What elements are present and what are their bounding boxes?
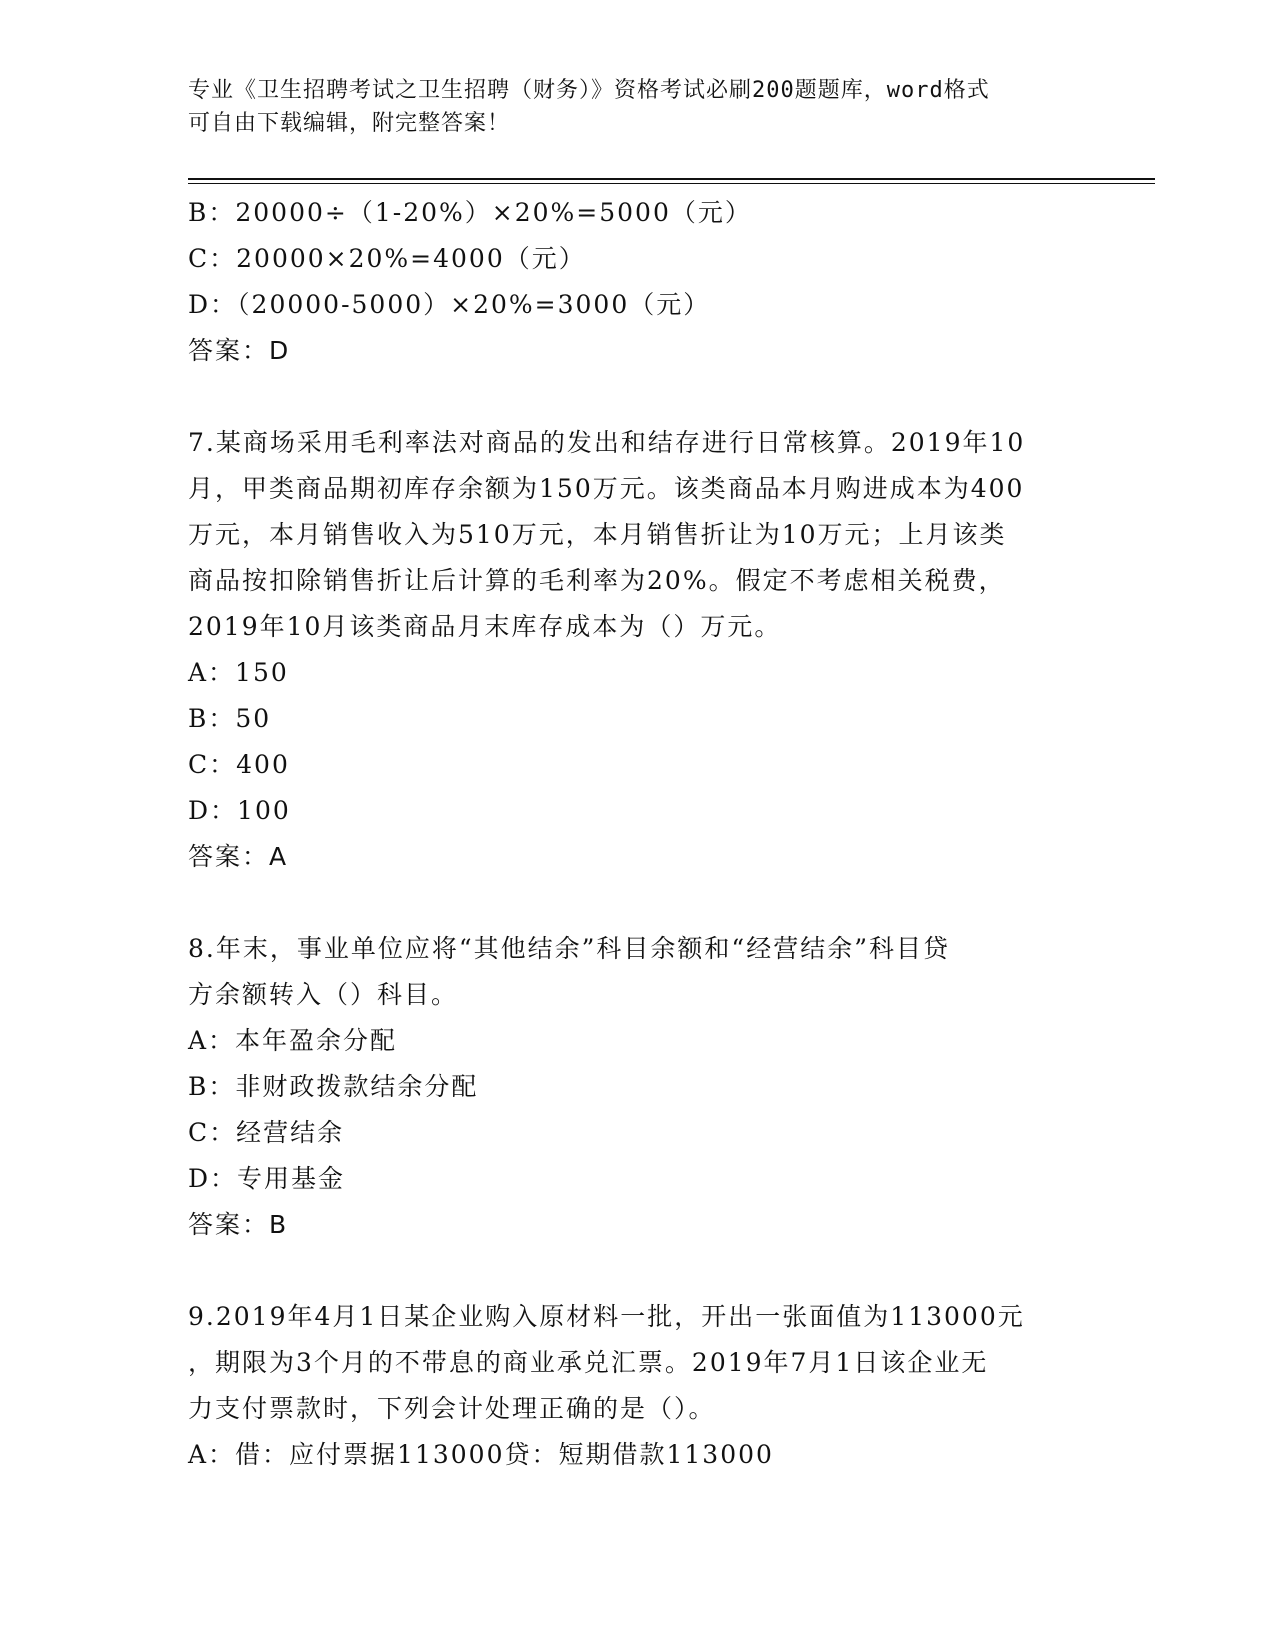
- header-rule-thick: [188, 178, 1155, 180]
- option-c: C：20000×20%=4000（元）: [188, 244, 586, 273]
- question-8: [188, 926, 1088, 1248]
- question-stem-line: 7.某商场采用毛利率法对商品的发出和结存进行日常核算。2019年10: [188, 428, 1026, 457]
- question-stem-line: 9.2019年4月1日某企业购入原材料一批，开出一张面值为113000元: [188, 1302, 1025, 1331]
- question-spacer: [188, 880, 1088, 926]
- option-d: D：100: [188, 796, 291, 825]
- question-7: [188, 420, 1088, 880]
- option-a: A：150: [188, 658, 289, 687]
- option-c: C：400: [188, 750, 290, 779]
- question-stem-line: 2019年10月该类商品月末库存成本为（）万元。: [188, 612, 782, 641]
- question-spacer: [188, 1248, 1088, 1294]
- option-a: A：借：应付票据113000贷：短期借款113000: [188, 1440, 774, 1469]
- option-d: D：（20000-5000）×20%=3000（元）: [188, 290, 711, 319]
- answer-line: 答案：D: [188, 336, 291, 365]
- option-c: C：经营结余: [188, 1118, 345, 1147]
- question-stem-line: 力支付票款时，下列会计处理正确的是（）。: [188, 1394, 716, 1423]
- question-stem-line: ，期限为3个月的不带息的商业承兑汇票。2019年7月1日该企业无: [188, 1348, 989, 1377]
- option-b: B：50: [188, 704, 272, 733]
- question-stem-line: 月，甲类商品期初库存余额为150万元。该类商品本月购进成本为400: [188, 474, 1025, 503]
- question-stem-line: 商品按扣除销售折让后计算的毛利率为20%。假定不考虑相关税费，: [188, 566, 1006, 595]
- question-content: [188, 190, 1088, 1478]
- header-line-1: 专业《卫生招聘考试之卫生招聘（财务）》资格考试必刷200题题库，word格式: [188, 78, 990, 103]
- question-spacer: [188, 374, 1088, 420]
- option-a: A：本年盈余分配: [188, 1026, 398, 1055]
- question-stem-line: 方余额转入（）科目。: [188, 980, 459, 1009]
- document-header: [188, 74, 1088, 140]
- question-6-tail: [188, 190, 1088, 374]
- question-9: [188, 1294, 1088, 1478]
- answer-line: 答案：A: [188, 842, 289, 871]
- header-line-2: 可自由下载编辑，附完整答案！: [188, 111, 511, 136]
- question-stem-line: 8.年末，事业单位应将“其他结余”科目余额和“经营结余”科目贷: [188, 934, 950, 963]
- option-d: D：专用基金: [188, 1164, 346, 1193]
- header-rule-thin: [188, 183, 1155, 184]
- option-b: B：非财政拨款结余分配: [188, 1072, 479, 1101]
- answer-line: 答案：B: [188, 1210, 289, 1239]
- question-stem-line: 万元，本月销售收入为510万元，本月销售折让为10万元；上月该类: [188, 520, 1007, 549]
- option-b: B：20000÷（1-20%）×20%=5000（元）: [188, 198, 752, 227]
